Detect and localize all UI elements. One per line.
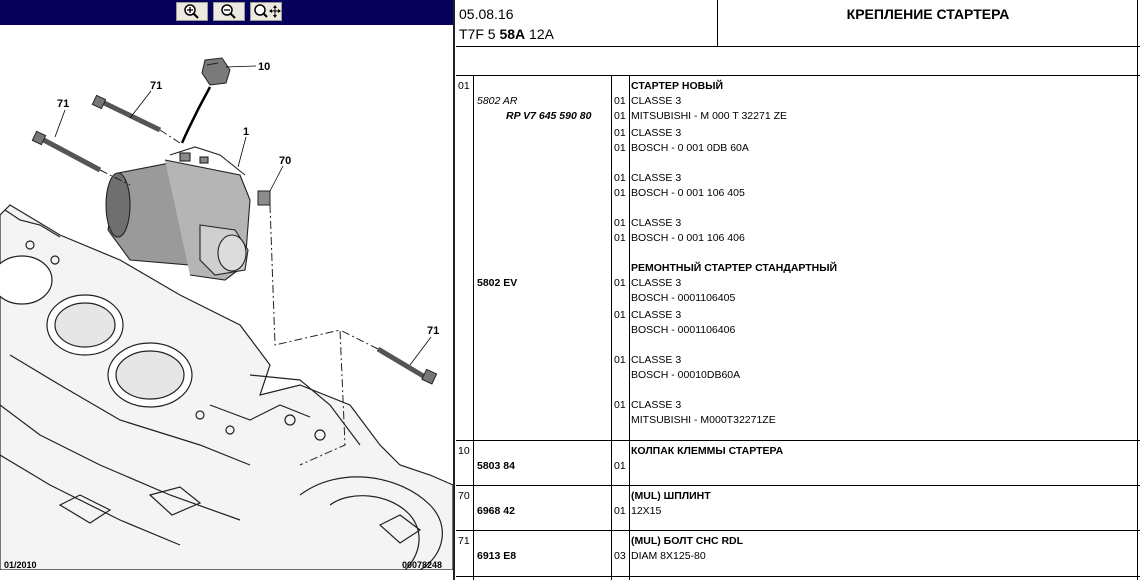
- zoom-in-icon: [177, 3, 207, 20]
- spec-line: CLASSE 3: [631, 277, 682, 289]
- position-number: 01: [458, 80, 470, 92]
- spec-line: DIAM 8X125-80: [631, 550, 706, 562]
- qty: 01: [614, 277, 626, 289]
- callout-71-upper: 71: [150, 80, 163, 92]
- zoom-toolbar: [0, 0, 453, 25]
- sleeve-drawing: [258, 191, 270, 205]
- zoom-out-icon: [214, 3, 244, 20]
- reference-main: 6913 E8: [477, 550, 517, 562]
- figure-number: 00078248: [402, 560, 443, 570]
- qty: 01: [614, 187, 626, 199]
- callout-1: 1: [243, 126, 250, 138]
- part-name-new: СТАРТЕР НОВЫЙ: [631, 80, 724, 92]
- part-name-repair: РЕМОНТНЫЙ СТАРТЕР СТАНДАРТНЫЙ: [631, 262, 838, 274]
- spec-line: BOSCH - 00010DB60A: [631, 369, 741, 381]
- position-number: 70: [458, 490, 470, 502]
- qty: 01: [614, 505, 626, 517]
- callout-71-right: 71: [427, 325, 440, 337]
- parts-sheet: [456, 0, 1140, 580]
- callout-71-left: 71: [57, 98, 70, 110]
- spec-line: CLASSE 3: [631, 399, 682, 411]
- reference-rp: RP V7 645 590 80: [506, 110, 592, 122]
- part-name: (MUL) ШПЛИНТ: [631, 490, 711, 502]
- header-code-suffix: 12A: [525, 26, 554, 42]
- starter-motor-drawing: [106, 147, 250, 280]
- spec-line: CLASSE 3: [631, 354, 682, 366]
- spec-line: CLASSE 3: [631, 172, 682, 184]
- qty: 01: [614, 399, 626, 411]
- qty: 01: [614, 172, 626, 184]
- header-code-prefix: T7F 5: [459, 26, 500, 42]
- diagram-pane: [0, 0, 455, 580]
- header-date: 05.08.16: [459, 6, 514, 22]
- qty: 01: [614, 142, 626, 154]
- spec-line: BOSCH - 0001106406: [631, 324, 736, 336]
- qty: 01: [614, 127, 626, 139]
- zoom-in-button[interactable]: [176, 2, 208, 21]
- qty: 01: [614, 309, 626, 321]
- qty: 01: [614, 217, 626, 229]
- qty: 01: [614, 95, 626, 107]
- page-title: КРЕПЛЕНИЕ СТАРТЕРА: [846, 6, 1010, 22]
- position-number: 10: [458, 445, 470, 457]
- qty: 01: [614, 232, 626, 244]
- callout-10: 10: [258, 61, 271, 73]
- spec-line: CLASSE 3: [631, 217, 682, 229]
- qty: 01: [614, 110, 626, 122]
- exploded-parts-diagram: [0, 25, 453, 570]
- spec-line: BOSCH - 0 001 106 405: [631, 187, 745, 199]
- spec-line: CLASSE 3: [631, 127, 682, 139]
- spec-line: MITSUBISHI - M000T32271ZE: [631, 414, 776, 426]
- spec-line: CLASSE 3: [631, 95, 682, 107]
- spec-line: MITSUBISHI - M 000 T 32271 ZE: [631, 110, 788, 122]
- figure-date: 01/2010: [4, 560, 37, 570]
- reference-main: 5802 EV: [477, 277, 518, 289]
- spec-line: BOSCH - 0 001 0DB 60A: [631, 142, 749, 154]
- position-number: 71: [458, 535, 470, 547]
- callout-70: 70: [279, 155, 292, 167]
- qty: 01: [614, 354, 626, 366]
- qty: 01: [614, 460, 626, 472]
- reference-main: 5803 84: [477, 460, 515, 472]
- reference-main: 6968 42: [477, 505, 515, 517]
- spec-line: 12X15: [631, 505, 662, 517]
- spec-line: BOSCH - 0 001 106 406: [631, 232, 745, 244]
- spec-line: BOSCH - 0001106405: [631, 292, 736, 304]
- part-name: (MUL) БОЛТ CHC RDL: [631, 535, 744, 547]
- qty: 03: [614, 550, 626, 562]
- spec-line: CLASSE 3: [631, 309, 682, 321]
- header-code-bold: 58A: [499, 26, 526, 42]
- part-name: КОЛПАК КЛЕММЫ СТАРТЕРА: [631, 445, 784, 457]
- reference-old: 5802 AR: [477, 95, 518, 107]
- zoom-fit-icon: [251, 3, 281, 20]
- zoom-out-button[interactable]: [213, 2, 245, 21]
- zoom-fit-button[interactable]: [250, 2, 282, 21]
- header-code: [459, 26, 554, 42]
- terminal-cap-drawing: [182, 58, 230, 143]
